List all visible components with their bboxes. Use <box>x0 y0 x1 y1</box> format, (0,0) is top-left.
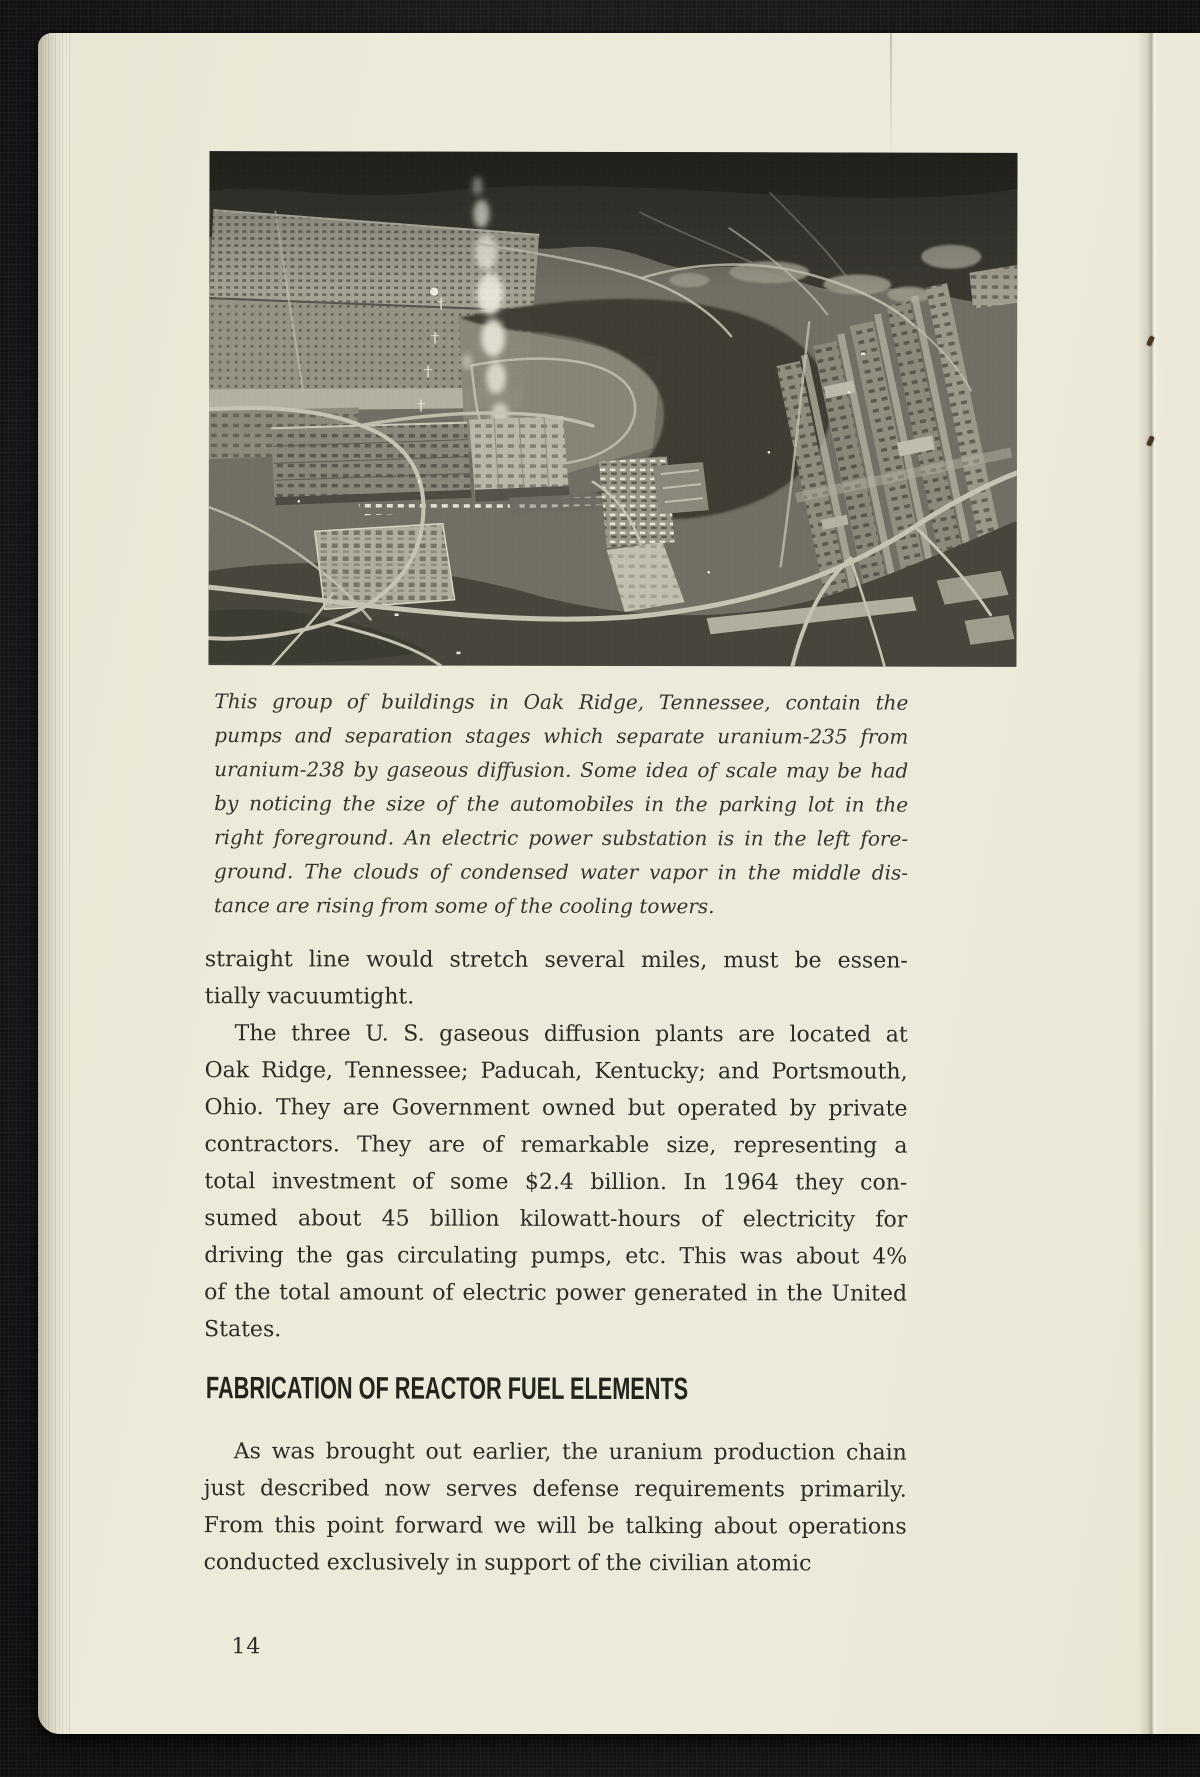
text-line: pumps and separation stages which separate uranium-235 from <box>214 723 909 749</box>
text-line: Ohio. They are Government owned but operated by private <box>204 1095 908 1122</box>
text-line: States. <box>204 1317 282 1343</box>
halftone-grain <box>208 151 1017 667</box>
text-line: As was brought out earlier, the uranium production chain <box>233 1439 907 1466</box>
text-line: conducted exclusively in support of the civilian atomic <box>203 1550 812 1577</box>
page-number: 14 <box>231 1634 262 1660</box>
text-line: driving the gas circulating pumps, etc. This was about 4% <box>204 1243 908 1270</box>
text-line: From this point forward we will be talking about operations <box>203 1513 907 1540</box>
text-line: tance are rising from some of the cooling towers. <box>213 893 715 919</box>
aerial-photo-illustration <box>208 151 1017 667</box>
text-line: This group of buildings in Oak Ridge, Tennessee, contain the <box>214 689 909 715</box>
section-heading: FABRICATION OF REACTOR FUEL ELEMENTS <box>205 1370 689 1407</box>
text-line: total investment of some $2.4 billion. In 1964 they con- <box>204 1169 908 1196</box>
text-line: right foreground. An electric power substation is in the left fore- <box>214 825 909 851</box>
text-line: contractors. They are of remarkable size, representing a <box>204 1132 908 1159</box>
text-line: tially vacuumtight. <box>204 984 415 1010</box>
text-line: of the total amount of electric power generated in the United <box>204 1280 908 1307</box>
text-line: The three U. S. gaseous diffusion plants are located at <box>234 1021 908 1048</box>
aerial-photo <box>208 151 1017 667</box>
book-page <box>38 33 1200 1734</box>
text-line: ground. The clouds of condensed water vapor in the middle dis- <box>213 859 909 885</box>
text-line: sumed about 45 billion kilowatt-hours of electricity for <box>204 1206 908 1233</box>
text-line: Oak Ridge, Tennessee; Paducah, Kentucky; and Portsmouth, <box>204 1058 908 1085</box>
figure-caption <box>214 684 908 923</box>
text-line: just described now serves defense requirements primarily. <box>203 1476 907 1503</box>
body-paragraphs-2 <box>204 1433 907 1582</box>
text-line: straight line would stretch several miles, must be essen- <box>204 947 908 974</box>
text-line: uranium-238 by gaseous diffusion. Some idea of scale may be had <box>214 757 909 783</box>
page-content <box>36 32 1200 1735</box>
body-paragraphs-1 <box>204 941 908 1349</box>
text-line: by noticing the size of the automobiles in the parking lot in the <box>214 791 909 817</box>
